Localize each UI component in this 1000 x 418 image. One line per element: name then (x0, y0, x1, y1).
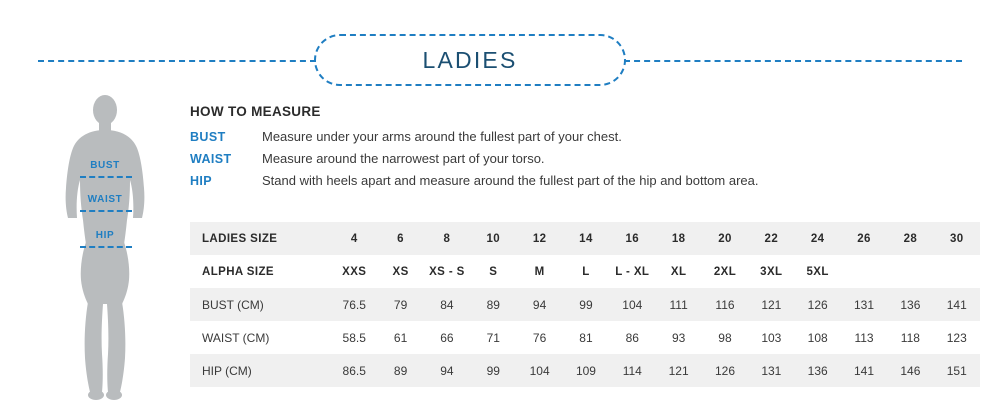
cell: 99 (486, 363, 500, 378)
female-body-figure (40, 92, 170, 402)
cell: 22 (764, 232, 779, 245)
figure-dash-waist (80, 210, 132, 212)
how-to-measure-row-bust (190, 129, 890, 144)
cell: 114 (622, 363, 642, 378)
cell: 6 (397, 232, 404, 245)
how-to-measure-section (190, 104, 890, 195)
cell: 123 (946, 330, 967, 345)
cell: 141 (854, 363, 875, 378)
cell: 58.5 (342, 330, 366, 345)
cell: 24 (810, 232, 825, 245)
cell: 116 (715, 297, 735, 312)
figure-label-hip: HIP (95, 230, 115, 241)
cell: 109 (575, 363, 596, 378)
cell: 20 (718, 232, 732, 245)
cell: 113 (854, 330, 874, 345)
cell: 12 (532, 232, 547, 245)
cell: 76.5 (342, 297, 366, 312)
how-to-desc-waist: Measure around the narrowest part of your torso. (262, 151, 545, 166)
row-label-ladies-size: LADIES SIZE (202, 232, 278, 245)
cell: 86 (625, 330, 639, 345)
cell: 16 (625, 232, 640, 245)
row-label-waist-cm: WAIST (CM) (202, 330, 270, 345)
cell: M (534, 265, 545, 278)
cell: 28 (903, 232, 918, 245)
cell: L - XL (615, 265, 650, 278)
cell: 151 (946, 363, 967, 378)
header-dashed-line-right (624, 60, 962, 62)
table-row (190, 288, 980, 321)
cell: XS - S (429, 265, 465, 278)
cell: XL (670, 265, 687, 278)
cell (887, 255, 933, 288)
how-to-measure-row-waist (190, 151, 890, 166)
cell: 2XL (713, 265, 737, 278)
row-label-alpha-size: ALPHA SIZE (202, 265, 274, 278)
cell: 121 (761, 297, 782, 312)
how-to-term-waist: WAIST (190, 152, 232, 166)
cell: 89 (486, 297, 500, 312)
table-row (190, 255, 980, 288)
figure-label-bust: BUST (90, 160, 120, 171)
cell: 5XL (806, 265, 829, 278)
cell: 26 (857, 232, 871, 245)
figure-dash-bust (80, 176, 132, 178)
cell: 98 (718, 330, 732, 345)
cell: 94 (440, 363, 454, 378)
cell: 71 (486, 330, 500, 345)
row-label-bust-cm: BUST (CM) (202, 297, 264, 312)
cell (841, 255, 887, 288)
cell: 146 (900, 363, 921, 378)
page-title-pill (314, 34, 626, 86)
how-to-desc-hip: Stand with heels apart and measure around the fullest part of the hip and bottom area. (262, 173, 759, 188)
cell: 18 (671, 232, 686, 245)
cell: XS (392, 265, 409, 278)
table-row (190, 354, 980, 387)
cell: 126 (807, 297, 828, 312)
cell: 99 (579, 297, 593, 312)
cell: 104 (529, 363, 550, 378)
cell: 79 (393, 297, 408, 312)
cell: 104 (622, 297, 643, 312)
how-to-measure-heading: HOW TO MEASURE (190, 104, 321, 119)
cell: 131 (761, 363, 782, 378)
figure-dash-hip (80, 246, 132, 248)
cell: 4 (350, 232, 358, 245)
cell: 76 (532, 330, 547, 345)
cell: 108 (807, 330, 828, 345)
cell: 94 (532, 297, 547, 312)
cell: 30 (949, 232, 964, 245)
cell: 136 (900, 297, 921, 312)
cell: 81 (579, 330, 593, 345)
how-to-term-bust: BUST (190, 130, 226, 144)
cell: 103 (761, 330, 782, 345)
cell: 131 (854, 297, 875, 312)
figure-label-waist: WAIST (87, 194, 123, 205)
size-chart-table (190, 222, 980, 387)
cell: 8 (443, 232, 451, 245)
cell: 14 (579, 232, 593, 245)
cell: 10 (486, 232, 501, 245)
cell: 86.5 (342, 363, 366, 378)
cell: 3XL (760, 265, 783, 278)
cell: 66 (440, 330, 454, 345)
cell: 136 (807, 363, 828, 378)
table-row (190, 321, 980, 354)
table-row (190, 222, 980, 255)
cell (934, 255, 980, 288)
header-band (0, 34, 1000, 86)
cell: 121 (668, 363, 689, 378)
row-label-hip-cm: HIP (CM) (202, 363, 252, 378)
page-title: LADIES (422, 46, 518, 73)
cell: S (489, 265, 498, 278)
cell: 84 (440, 297, 454, 312)
cell: 141 (946, 297, 967, 312)
header-dashed-line-left (38, 60, 316, 62)
cell: XXS (342, 265, 367, 278)
cell: L (582, 265, 590, 278)
cell: 93 (671, 330, 686, 345)
how-to-measure-row-hip (190, 173, 890, 188)
how-to-term-hip: HIP (190, 174, 213, 188)
cell: 89 (393, 363, 408, 378)
cell: 111 (669, 297, 688, 312)
cell: 126 (714, 363, 735, 378)
how-to-desc-bust: Measure under your arms around the fullest part of your chest. (262, 129, 622, 144)
cell: 118 (900, 330, 920, 345)
cell: 61 (393, 330, 408, 345)
